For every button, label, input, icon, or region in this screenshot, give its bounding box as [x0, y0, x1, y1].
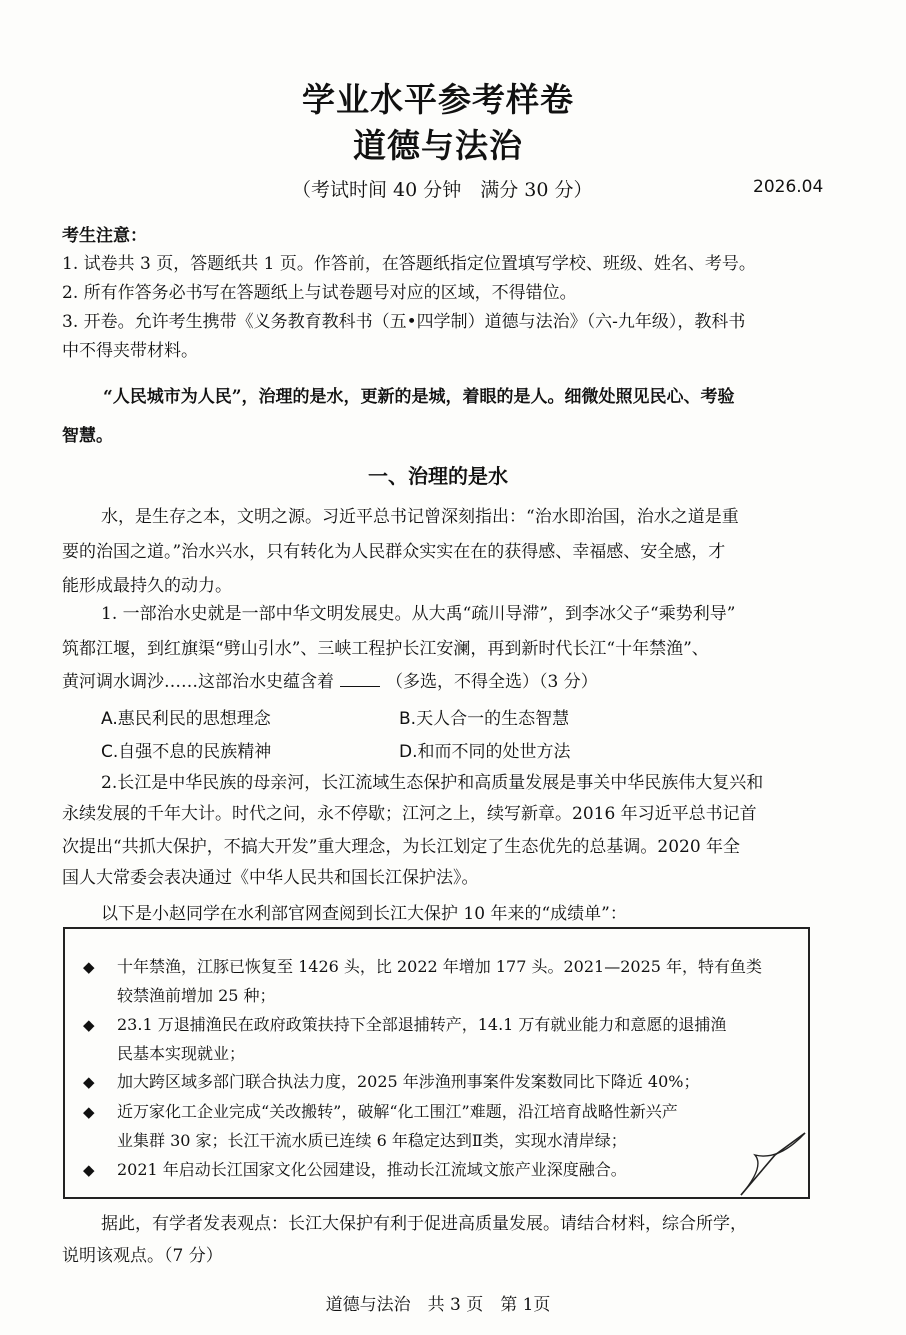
q1-line-2: 筑都江堰，到红旗渠“劈山引水”、三峡工程护长江安澜，再到新时代长江“十年禁渔”、: [62, 639, 709, 659]
notice-item-2: 2. 所有作答务必书写在答题纸上与试卷题号对应的区域，不得错位。: [62, 283, 577, 303]
box-line-6: 近万家化工企业完成“关改搬转”，破解“化工围江”难题，沿江培育战略性新兴产: [117, 1102, 678, 1121]
q2-line-4: 国人大常委会表决通过《中华人民共和国长江保护法》。: [62, 868, 479, 888]
notice-heading: 考生注意：: [62, 226, 147, 246]
diamond-bullet-icon: ◆: [83, 1073, 95, 1091]
intro-line-2: 智慧。: [62, 426, 113, 446]
box-line-7: 业集群 30 家；长江干流水质已连续 6 年稳定达到Ⅱ类，实现水清岸绿；: [117, 1131, 627, 1150]
page-footer: 道德与法治 共 3 页 第 1页: [325, 1295, 551, 1315]
exam-date: 2026.04: [753, 177, 824, 197]
task-line-2: 说明该观点。（7 分）: [62, 1246, 223, 1266]
task-line-1: 据此，有学者发表观点：长江大保护有利于促进高质量发展。请结合材料，综合所学，: [101, 1214, 747, 1234]
q2-line-5: 以下是小赵同学在水利部官网查阅到长江大保护 10 年来的“成绩单”：: [101, 904, 627, 924]
q2-line-2: 永续发展的千年大计。时代之问，永不停歇；江河之上，续写新章。2016 年习近平总书记首: [62, 804, 757, 824]
para-line-2: 要的治国之道。”治水兴水，只有转化为人民群众实实在在的获得感、幸福感、安全感，才: [62, 542, 726, 562]
q1-instructions: （多选，不得全选）（3 分）: [386, 672, 598, 692]
option-c: C.自强不息的民族精神: [101, 742, 272, 762]
exam-info: （考试时间 40 分钟 满分 30 分）: [292, 179, 593, 201]
option-a: A.惠民利民的思想理念: [101, 709, 271, 729]
box-line-8: 2021 年启动长江国家文化公园建设，推动长江流域文旅产业深度融合。: [117, 1160, 627, 1179]
diamond-bullet-icon: ◆: [83, 1103, 95, 1121]
box-line-2: 较禁渔前增加 25 种；: [117, 986, 276, 1005]
exam-title: 学业水平参考样卷: [302, 80, 574, 119]
page-curl-icon: [735, 1125, 811, 1201]
q2-line-1: 2.长江是中华民族的母亲河，长江流域生态保护和高质量发展是事关中华民族伟大复兴和: [101, 773, 764, 793]
answer-blank[interactable]: [340, 672, 380, 687]
option-d: D.和而不同的处世方法: [399, 742, 571, 762]
para-line-1: 水，是生存之本，文明之源。习近平总书记曾深刻指出：“治水即治国，治水之道是重: [101, 507, 739, 527]
q1-stem: 黄河调水调沙……这部治水史蕴含着: [62, 672, 334, 692]
box-line-4: 民基本实现就业；: [117, 1044, 246, 1063]
diamond-bullet-icon: ◆: [83, 1161, 95, 1179]
q1-line-3: [62, 671, 598, 693]
para-line-3: 能形成最持久的动力。: [62, 576, 232, 596]
diamond-bullet-icon: ◆: [83, 1016, 95, 1034]
notice-item-3: 3. 开卷。允许考生携带《义务教育教科书（五•四学制）道德与法治》（六-九年级），教科书: [62, 312, 746, 332]
q1-line-1: 1. 一部治水史就是一部中华文明发展史。从大禹“疏川导滞”，到李冰父子“乘势利导”: [101, 604, 736, 624]
notice-item-3-cont: 中不得夹带材料。: [62, 341, 198, 361]
box-line-3: 23.1 万退捕渔民在政府政策扶持下全部退捕转产，14.1 万有就业能力和意愿的退捕渔: [117, 1015, 727, 1034]
intro-line-1: “人民城市为人民”，治理的是水，更新的是城，着眼的是人。细微处照见民心、考验: [103, 387, 735, 407]
box-line-5: 加大跨区域多部门联合执法力度，2025 年涉渔刑事案件发案数同比下降近 40%；: [117, 1072, 700, 1091]
q2-line-3: 次提出“共抓大保护，不搞大开发”重大理念，为长江划定了生态优先的总基调。2020 年全: [62, 837, 741, 857]
diamond-bullet-icon: ◆: [83, 958, 95, 976]
box-line-1: 十年禁渔，江豚已恢复至 1426 头，比 2022 年增加 177 头。2021—2025 年，特有鱼类: [117, 957, 763, 976]
option-b: B.天人合一的生态智慧: [399, 709, 570, 729]
section-heading: 一、治理的是水: [368, 464, 508, 488]
subject-title: 道德与法治: [353, 126, 523, 165]
notice-item-1: 1. 试卷共 3 页，答题纸共 1 页。作答前，在答题纸指定位置填写学校、班级、姓名、考号。: [62, 254, 756, 274]
